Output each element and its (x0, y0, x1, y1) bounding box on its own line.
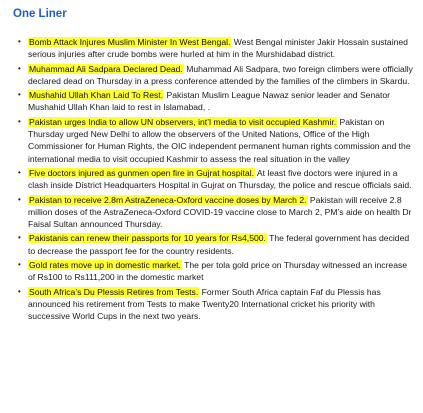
bullet-icon: • (18, 286, 21, 296)
news-headline: South Africa’s Du Plessis Retires from Tests. (29, 286, 199, 297)
news-body: At least five doctors were injured in a clash inside District Headquarters Hospital in Gujrat on Thursday, the police and rescue officials said. (28, 167, 412, 191)
news-body: The federal government has decided to decrease the passport fee for the country residents. (28, 233, 410, 256)
news-body: Muhammad Ali Sadpara, two foreign climbers were officially declared dead on Thursday in a press conference attended by the families of the climbers in Skardu. (28, 63, 413, 86)
news-item-bomb-attack (13, 36, 413, 61)
bullet-icon: • (18, 90, 21, 100)
news-headline: Five doctors injured as gunmen open fire in Gujrat hospital. (29, 167, 254, 178)
news-headline: Gold rates move up in domestic market. (29, 260, 181, 271)
bullet-icon: • (18, 116, 21, 126)
news-headline: Muhammad Ali Sadpara Declared Dead. (29, 63, 183, 74)
news-headline: Mushahid Ullah Khan Laid To Rest. (29, 90, 164, 101)
news-body: The per tola gold price on Thursday witnessed an increase of Rs100 to Rs111,200 in the domestic market (28, 260, 408, 283)
news-item-kashmir (13, 116, 413, 165)
news-body: Pakistan Muslim League Nawaz senior leader and Senator Mushahid Ullah Khan laid to rest in Islamabad, . (28, 90, 391, 113)
news-body: Former South Africa captain Faf du Plessis has announced his retirement from Tests to make Twenty20 International cricket his priority with successive World Cups in the next two years. (28, 286, 381, 322)
news-headline: Pakistanis can renew their passports for 10 years for Rs4,500. (29, 233, 266, 244)
news-headline: Pakistan urges India to allow UN observers, int’l media to visit occupied Kashmir. (29, 116, 337, 127)
news-body: Pakistan will receive 2.8 million doses of the AstraZeneca-Oxford COVID-19 vaccine close to March 2, PM’s aide on health Dr Faisal Sultan announced Thursday. (28, 194, 412, 230)
news-list (13, 36, 413, 323)
bullet-icon: • (18, 233, 21, 243)
news-item-sadpara (13, 63, 413, 88)
bullet-icon: • (18, 260, 21, 270)
news-item-mushahid-ullah (13, 89, 413, 114)
news-headline: Pakistan to receive 2.8m AstraZeneca-Oxford vaccine doses by March 2. (29, 194, 307, 205)
bullet-icon: • (18, 37, 21, 46)
news-headline: Bomb Attack Injures Muslim Minister In West Bengal. (29, 37, 231, 47)
news-body: West Bengal minister Jakir Hossain sustained serious injuries after crude bombs were hurled at him in the Murshidabad district. (28, 37, 408, 60)
news-item-vaccine (13, 194, 413, 231)
section-heading: One Liner (13, 8, 67, 20)
news-item-gujrat-hospital (13, 167, 413, 192)
news-item-du-plessis (13, 286, 413, 323)
news-item-passports (13, 232, 413, 257)
bullet-icon: • (18, 194, 21, 204)
news-item-gold-rates (13, 259, 413, 284)
bullet-icon: • (18, 63, 21, 73)
news-body: Pakistan on Thursday urged New Delhi to allow the observers of the United Nations, Office of the High Commissioner for Human Rights, the OIC independent permanent human rights commission and the international media to visit occupied Kashmir to assess the real situation in the valley (28, 116, 411, 164)
bullet-icon: • (18, 167, 21, 177)
